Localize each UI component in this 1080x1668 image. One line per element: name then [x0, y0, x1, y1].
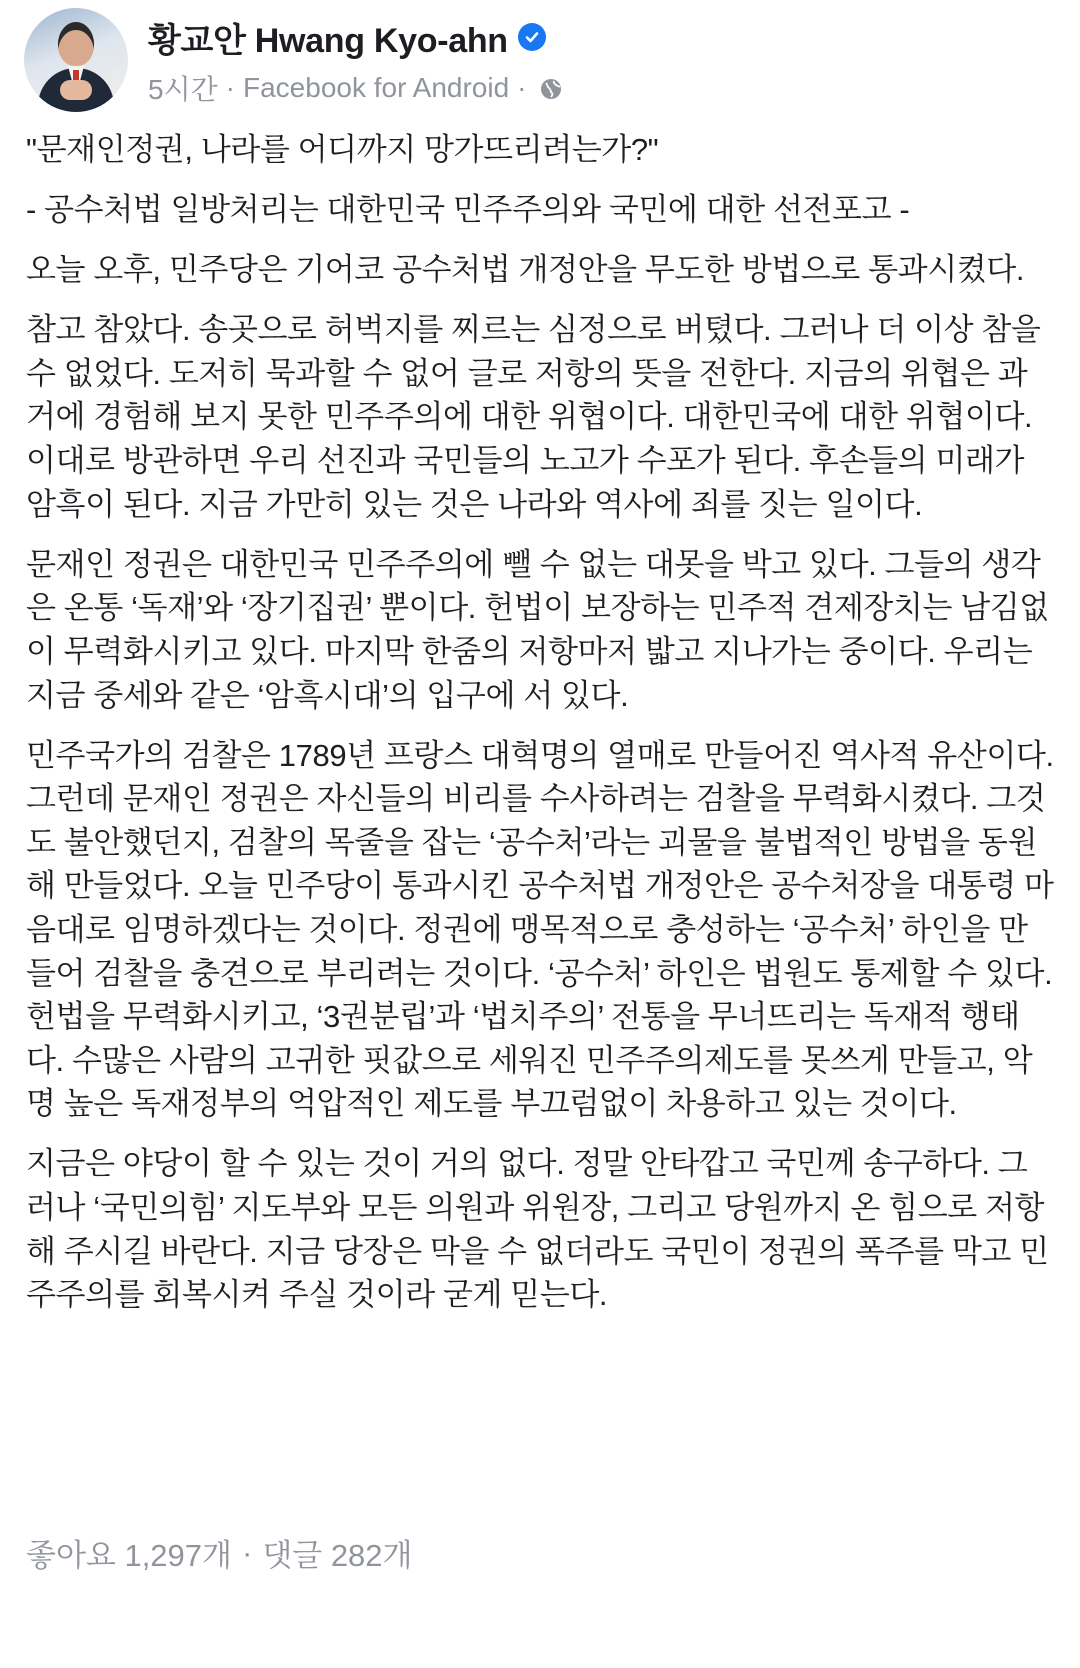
- meta-separator: ·: [225, 71, 235, 103]
- comments-count[interactable]: 댓글 282개: [262, 1538, 413, 1573]
- post-header-text: [148, 13, 563, 108]
- post-time[interactable]: 5시간: [148, 73, 218, 105]
- post-paragraph: 오늘 오후, 민주당은 기어코 공수처법 개정안을 무도한 방법으로 통과시켰다.: [26, 252, 1025, 288]
- post-paragraph: 지금은 야당이 할 수 있는 것이 거의 없다. 정말 안타깝고 국민께 송구하다. 그러나 ‘국민의힘’ 지도부와 모든 의원과 위원장, 그리고 당원까지 온 힘으로 저항해 주시길 바란다. 지금 당장은 막을 수 없더라도 국민이 정권의 폭주를 막고 민주주의를 회복시켜 주실 것이라 굳게 믿는다.: [26, 1146, 1049, 1313]
- post-paragraph: 참고 참았다. 송곳으로 허벅지를 찌르는 심정으로 버텼다. 그러나 더 이상 참을 수 없었다. 도저히 묵과할 수 없어 글로 저항의 뜻을 전한다. 지금의 위협은 과거에 경험해 보지 못한 민주주의에 대한 위협이다. 대한민국에 대한 위협이다. 이대로 방관하면 우리 선진과 국민들의 노고가 수포가 된다. 후손들의 미래가 암흑이 된다. 지금 가만히 있는 것은 나라와 역사에 죄를 짓는 일이다.: [26, 312, 1041, 522]
- meta-separator: ·: [241, 1534, 253, 1570]
- meta-separator: ·: [517, 71, 527, 103]
- post-paragraph: 민주국가의 검찰은 1789년 프랑스 대혁명의 열매로 만들어진 역사적 유산이다. 그런데 문재인 정권은 자신들의 비리를 수사하려는 검찰을 무력화시켰다. 그것도 불안했던지, 검찰의 목줄을 잡는 ‘공수처’라는 괴물을 불법적인 방법을 동원해 만들었다. 오늘 민주당이 통과시킨 공수처법 개정안은 공수처장을 대통령 마음대로 임명하겠다는 것이다. 정권에 맹목적으로 충성하는 ‘공수처’ 하인을 만들어 검찰을 충견으로 부리려는 것이다. ‘공수처’ 하인은 법원도 통제할 수 있다. 헌법을 무력화시키고, ‘3권분립’과 ‘법치주의’ 전통을 무너뜨리는 독재적 행태다. 수많은 사람의 고귀한 핏값으로 세워진 민주주의제도를 못쓰게 만들고, 악명 높은 독재정부의 억압적인 제도를 부끄럼없이 차용하고 있는 것이다.: [26, 737, 1054, 1122]
- verified-badge-icon: [518, 23, 546, 51]
- post-footer: [26, 1530, 413, 1575]
- post-paragraph: "문재인정권, 나라를 어디까지 망가뜨리려는가?": [26, 132, 659, 167]
- post-body: [26, 128, 1056, 1333]
- post-paragraph: - 공수처법 일방처리는 대한민국 민주주의와 국민에 대한 선전포고 -: [26, 192, 910, 228]
- post-source: Facebook for Android: [243, 71, 510, 103]
- post-meta: [148, 68, 563, 108]
- globe-icon[interactable]: [539, 76, 563, 100]
- likes-count[interactable]: 좋아요 1,297개: [26, 1538, 232, 1573]
- author-name[interactable]: 황교안 Hwang Kyo-ahn: [148, 21, 508, 60]
- author-row: [148, 13, 563, 62]
- post-paragraph: 문재인 정권은 대한민국 민주주의에 뺄 수 없는 대못을 박고 있다. 그들의 생각은 온통 ‘독재’와 ‘장기집권’ 뿐이다. 헌법이 보장하는 민주적 견제장치는 남김없이 무력화시키고 있다. 마지막 한줌의 저항마저 밟고 지나가는 중이다. 우리는 지금 중세와 같은 ‘암흑시대’의 입구에 서 있다.: [26, 546, 1049, 713]
- post-header: [24, 8, 563, 112]
- author-avatar[interactable]: [24, 8, 128, 112]
